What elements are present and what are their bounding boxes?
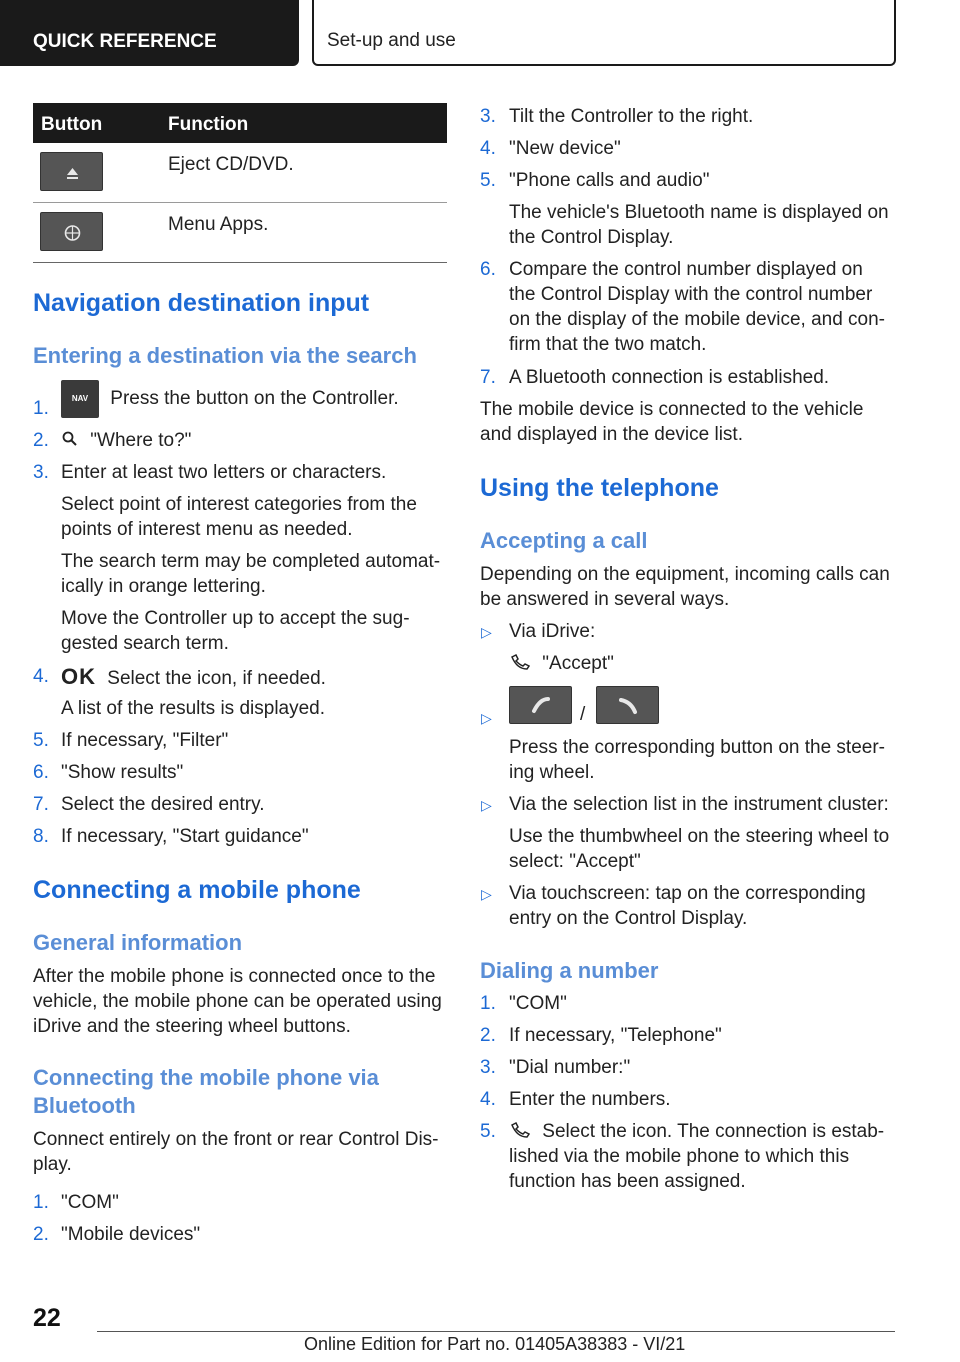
step-text: Press the button on the Controller.	[110, 388, 399, 410]
paragraph-line: play.	[33, 1154, 72, 1175]
step-text: Select the icon, if needed.	[107, 668, 326, 689]
step-text: The search term may be completed automat-	[61, 551, 441, 572]
step-text: A list of the results is displayed.	[61, 698, 326, 719]
bullet-text: Use the thumbwheel on the steering wheel to	[509, 826, 890, 847]
paragraph-line: iDrive and the steering wheel buttons.	[33, 1016, 351, 1037]
chapter-tab[interactable]: Set-up and use	[312, 0, 896, 66]
bullet-text: Via the selection list in the instrument cluster:	[509, 794, 889, 815]
step-number: 1.	[33, 398, 49, 419]
bullet-text: select: "Accept"	[509, 851, 641, 872]
step-text: the Control Display with the control number	[509, 284, 873, 305]
bluetooth-title-line-1: Connecting the mobile phone via	[33, 1065, 379, 1090]
step-number: 4.	[480, 1089, 496, 1110]
step-number: 5.	[480, 1121, 496, 1142]
step-text: points of interest menu as needed.	[61, 519, 353, 540]
step-number: 7.	[33, 794, 49, 815]
step-number: 4.	[33, 666, 49, 687]
general-info-title: General information	[33, 930, 243, 955]
edition-text: Online Edition for Part no. 01405A38383 - VI/21	[304, 1334, 686, 1354]
step-text: Select the icon. The connection is estab-	[542, 1121, 885, 1142]
step-text: If necessary, "Start guidance"	[61, 826, 309, 847]
paragraph-line: be answered in several ways.	[480, 589, 730, 610]
step-text: ically in orange lettering.	[61, 576, 266, 597]
paragraph-line: After the mobile phone is connected once to the	[33, 966, 436, 987]
step-text: lished via the mobile phone to which this	[509, 1146, 850, 1167]
step-number: 4.	[480, 138, 496, 159]
step-text: If necessary, "Filter"	[61, 730, 229, 751]
paragraph-line: and displayed in the device list.	[480, 424, 743, 445]
step-number: 2.	[33, 1224, 49, 1245]
step-number: 2.	[33, 430, 49, 451]
step-text: Tilt the Controller to the right.	[509, 106, 754, 127]
nav-button-icon: NAV	[61, 380, 99, 418]
step-text: "Where to?"	[90, 430, 192, 451]
table-header	[33, 103, 447, 143]
bluetooth-title-line-2: Bluetooth	[33, 1093, 136, 1118]
list-item	[509, 1119, 884, 1145]
step-number: 3.	[480, 106, 496, 127]
bullet-text: Press the corresponding button on the steer-	[509, 737, 886, 758]
step-text: gested search term.	[61, 633, 229, 654]
bullet-text: Via touchscreen: tap on the corresponding	[509, 883, 866, 904]
step-number: 6.	[33, 762, 49, 783]
step-text: "Mobile devices"	[61, 1224, 201, 1245]
list-item	[61, 664, 326, 692]
col-header-function: Function	[168, 114, 249, 135]
step-text: Select point of interest categories from the	[61, 494, 417, 515]
step-text: on the display of the mobile device, and con-	[509, 309, 886, 330]
accept-call-title: Accepting a call	[480, 528, 648, 553]
bullet-text: entry on the Control Display.	[509, 908, 748, 929]
phone-icon	[509, 653, 531, 671]
step-text: The vehicle's Bluetooth name is displayed on	[509, 202, 889, 223]
step-number: 1.	[480, 993, 496, 1014]
list-item	[61, 428, 191, 454]
ok-icon: OK	[61, 664, 96, 689]
bullet-triangle-icon: ▷	[481, 886, 492, 902]
button-function-table	[33, 103, 447, 263]
step-text: "COM"	[61, 1192, 119, 1213]
step-number: 5.	[33, 730, 49, 751]
phone-section-title: Connecting a mobile phone	[33, 876, 361, 904]
step-text: "Dial number:"	[509, 1057, 631, 1078]
dial-number-title: Dialing a number	[480, 958, 659, 983]
paragraph-line: The mobile device is connected to the vehicle	[480, 399, 864, 420]
table-cell-function: Eject CD/DVD.	[168, 154, 294, 175]
step-number: 1.	[33, 1192, 49, 1213]
step-number: 3.	[480, 1057, 496, 1078]
footer-divider	[97, 1331, 895, 1332]
phone-icon	[509, 1121, 531, 1139]
step-text: If necessary, "Telephone"	[509, 1025, 722, 1046]
step-text: Enter at least two letters or characters.	[61, 462, 387, 483]
bullet-text: Via iDrive:	[509, 621, 596, 642]
bullet-triangle-icon: ▷	[481, 797, 492, 813]
step-number: 3.	[33, 462, 49, 483]
step-number: 8.	[33, 826, 49, 847]
list-item	[509, 651, 614, 677]
bullet-triangle-icon: ▷	[481, 710, 492, 726]
step-number: 7.	[480, 367, 496, 388]
table-row	[33, 203, 447, 263]
table-cell-function: Menu Apps.	[168, 214, 269, 235]
nav-section-title: Navigation destination input	[33, 289, 370, 317]
paragraph-line: vehicle, the mobile phone can be operated using	[33, 991, 442, 1012]
paragraph-line: Depending on the equipment, incoming calls can	[480, 564, 890, 585]
steering-end-call-button-icon	[596, 686, 659, 724]
step-text: "New device"	[509, 138, 621, 159]
bullet-triangle-icon: ▷	[481, 624, 492, 640]
paragraph-line: Connect entirely on the front or rear Control Dis-	[33, 1129, 439, 1150]
step-number: 2.	[480, 1025, 496, 1046]
section-tab[interactable]: QUICK REFERENCE	[0, 0, 299, 66]
step-text: "Phone calls and audio"	[509, 170, 710, 191]
step-number: 6.	[480, 259, 496, 280]
page-number: 22	[33, 1304, 61, 1332]
telephone-section-title: Using the telephone	[480, 474, 719, 502]
page-header	[0, 0, 960, 66]
eject-icon	[40, 152, 103, 191]
step-text: Enter the numbers.	[509, 1089, 671, 1110]
step-text: firm that the two match.	[509, 334, 707, 355]
step-text: "Show results"	[61, 762, 184, 783]
step-text: Select the desired entry.	[61, 794, 265, 815]
col-header-button: Button	[41, 114, 103, 135]
nav-subsection-title: Entering a destination via the search	[33, 343, 417, 368]
step-text: the Control Display.	[509, 227, 674, 248]
bullet-text: /	[580, 704, 586, 725]
list-item	[61, 380, 399, 418]
step-text: Compare the control number displayed on	[509, 259, 863, 280]
steering-accept-call-button-icon	[509, 686, 572, 724]
step-text: function has been assigned.	[509, 1171, 746, 1192]
bullet-text: "Accept"	[542, 653, 614, 674]
step-number: 5.	[480, 170, 496, 191]
apps-icon	[40, 212, 103, 251]
step-text: "COM"	[509, 993, 567, 1014]
bullet-text: ing wheel.	[509, 762, 595, 783]
search-icon	[61, 430, 79, 448]
step-text: Move the Controller up to accept the sug-	[61, 608, 410, 629]
table-row	[33, 143, 447, 203]
step-text: A Bluetooth connection is established.	[509, 367, 830, 388]
